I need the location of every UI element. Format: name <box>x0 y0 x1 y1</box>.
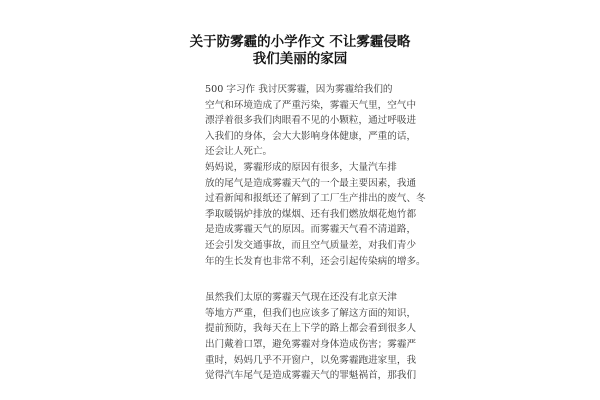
title-line-1: 关于防雾霾的小学作文 不让雾霾侵略 <box>189 34 411 50</box>
text-line: 季取暖锅炉排放的煤烟、还有我们燃放烟花炮竹都 <box>205 208 417 220</box>
text-line: 妈妈说，雾霾形成的原因有很多，大量汽车排 <box>205 161 397 173</box>
paragraph-spacer <box>205 269 405 290</box>
text-line: 放的尾气是造成雾霾天气的一个最主要因素，我通 <box>205 177 417 189</box>
text-line: 年的生长发育也非常不利，还会引起传染病的增多。 <box>205 255 426 267</box>
text-line: 重时，妈妈几乎不开窗户，以免雾霾跑进家里，我 <box>205 354 417 366</box>
paragraph-3 <box>205 290 417 384</box>
text-line: 觉得汽车尾气是造成雾霾天气的罪魁祸首，那我们 <box>205 370 417 382</box>
text-line: 出门戴着口罩，避免雾霾对身体造成伤害；雾霾严 <box>205 338 417 350</box>
paragraph-2 <box>205 160 426 269</box>
text-line: 空气和环境造成了严重污染，雾霾天气里，空气中 <box>205 99 417 111</box>
text-line: 过看新闻和报纸还了解到了工厂生产排出的废气、冬 <box>205 193 426 205</box>
text-line: 漂浮着很多我们肉眼看不见的小颗粒，通过呼吸进 <box>205 115 417 127</box>
text-line: 提前预防，我每天在上下学的路上都会看到很多人 <box>205 323 417 335</box>
text-line: 等地方严重，但我们也应该多了解这方面的知识， <box>205 307 417 319</box>
text-line: 500 字习作 我讨厌雾霾，因为雾霾给我们的 <box>205 84 393 95</box>
text-line: 入我们的身体，会大大影响身体健康，严重的话， <box>205 130 417 142</box>
article-body <box>205 82 426 384</box>
paragraph-1 <box>205 82 417 160</box>
text-line: 还会让人死亡。 <box>205 146 273 158</box>
title-line-2: 我们美丽的家园 <box>252 51 348 67</box>
text-line: 虽然我们太原的雾霾天气现在还没有北京天津 <box>205 292 397 304</box>
text-line: 是造成雾霾天气的原因。而雾霾天气看不清道路， <box>205 224 417 236</box>
text-line: 还会引发交通事故，而且空气质量差，对我们青少 <box>205 239 417 251</box>
article-title <box>170 34 430 68</box>
